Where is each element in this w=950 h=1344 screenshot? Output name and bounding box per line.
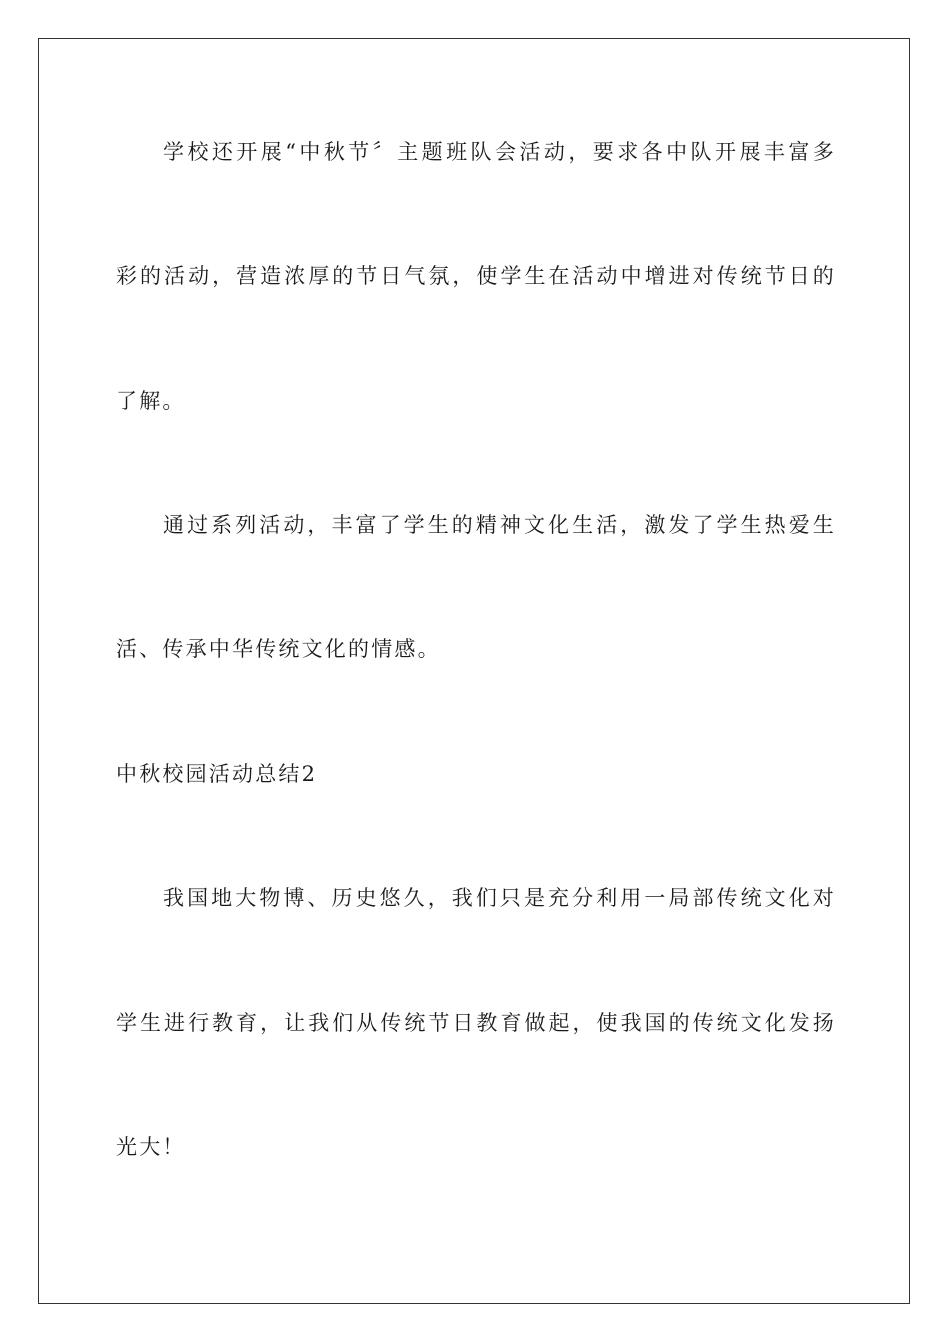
paragraph-1-line-3: 了解。 bbox=[116, 389, 186, 413]
paragraph-3-line-2: 学生进行教育，让我们从传统节日教育做起，使我国的传统文化发扬 bbox=[116, 1011, 836, 1035]
page-border bbox=[38, 38, 910, 1304]
paragraph-3-line-1: 我国地大物博、历史悠久，我们只是充分利用一局部传统文化对 bbox=[163, 886, 836, 910]
paragraph-2-line-2: 活、传承中华传统文化的情感。 bbox=[116, 637, 441, 661]
paragraph-1-line-2: 彩的活动，营造浓厚的节日气氛，使学生在活动中增进对传统节日的 bbox=[116, 264, 836, 288]
paragraph-3-line-3: 光大！ bbox=[116, 1135, 186, 1159]
paragraph-1-line-1: 学校还开展“中秋节〞主题班队会活动，要求各中队开展丰富多 bbox=[163, 140, 836, 164]
section-title: 中秋校园活动总结2 bbox=[116, 762, 318, 786]
paragraph-2-line-1: 通过系列活动，丰富了学生的精神文化生活，激发了学生热爱生 bbox=[163, 513, 836, 537]
